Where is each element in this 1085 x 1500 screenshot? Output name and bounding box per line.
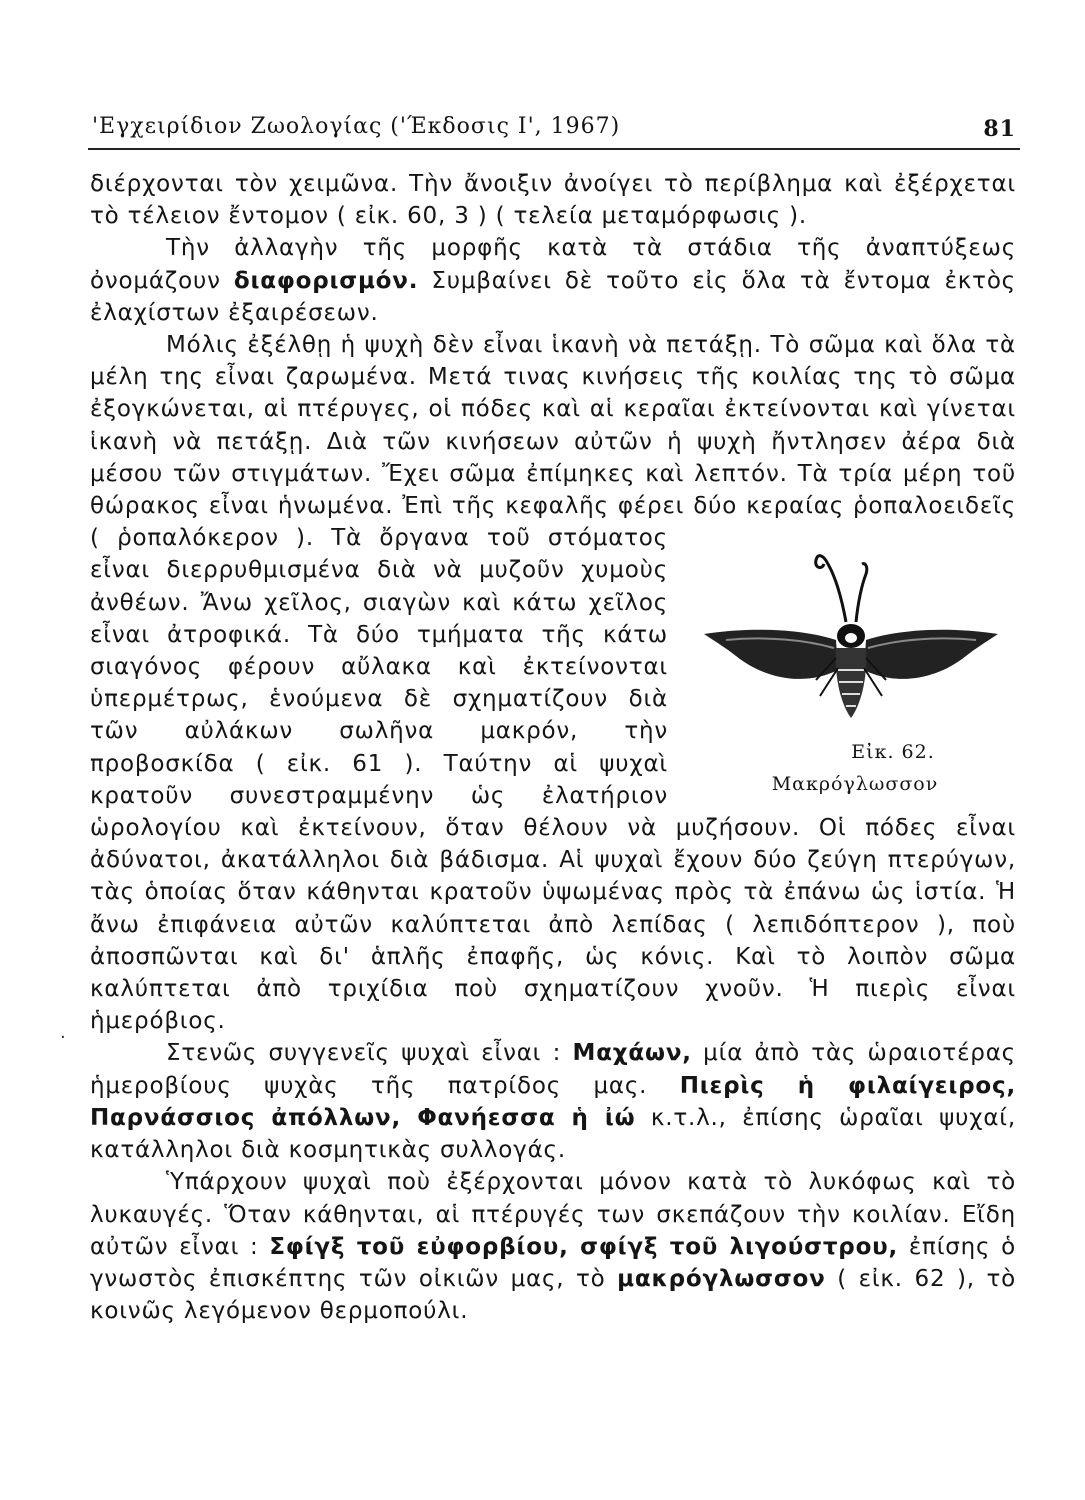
p5-text-a: Ὑπάρχουν ψυχαὶ ποὺ ἐξέρχονται μόνον κατὰ τὸ λυκόφως καὶ τὸ λυκαυγές. Ὅταν κάθηνται, αἱ πτέρυγές των σκεπάζουν τὴν κοιλίαν. Εἴδη αὐτῶν εἶναι : [90, 1169, 1016, 1260]
p5-text-d: ( εἰκ. 62 ), τὸ κοινῶς λεγόμενον θερμοπούλι. [90, 1265, 1016, 1325]
paragraph-2 [90, 232, 1016, 329]
p5-text-c: ἐπίσης ὁ γνωστὸς ἐπισκέπτης τῶν οἰκιῶν μας, τὸ [90, 1233, 1016, 1292]
term-makroglosson: μακρόγλωσσον [617, 1265, 826, 1292]
p3-text-b: τοῦ στόματος εἶναι διερρυθμισμένα διὰ νὰ μυζοῦν χυμοὺς ἀνθέων. Ἄνω χεῖλος, σιαγὼν καὶ κάτω χεῖλος εἶναι ἀτροφικά. Τὰ δύο τμήματα τῆς κάτω σιαγόνος φέρουν αὔλακα καὶ ἐκτείνονται ὑπερμέτρως, ἑνούμενα δὲ σχηματίζουν διὰ τῶν αὐλάκων σωλῆνα μακρόν, τὴν προβοσκίδα ( εἰκ. 61 ). Ταύτην αἱ ψυχαὶ κρατοῦν συνεστραμμένην ὡς ἐλατήριον ὡρολογίου καὶ ἐκτείνουν, ὅταν θέλουν νὰ μυζήσουν. Οἱ πόδες εἶναι ἀδύνατοι, ἀκατάλληλοι διὰ βάδισμα. Αἱ ψυχαὶ ἔχουν δύο ζεύγη πτερύγων, τὰς ὁποίας ὅταν κάθηνται κρατοῦν ὑψωμένας πρὸς τὰ ἐπάνω ὡς ἱστία. Ἡ ἄνω ἐπιφάνεια αὐτῶν καλύπτεται ἀπὸ λεπίδας ( λεπιδόπτερον ), ποὺ ἀποσπῶνται καὶ δι' ἁπλῆς ἐπαφῆς, ὡς κόνις. Καὶ τὸ λοιπὸν σῶμα καλύπτεται ἀπὸ τριχίδια ποὺ σχηματίζουν χνοῦν. Ἡ πιερὶς εἶναι ἡμερόβιος. [90, 525, 1016, 1035]
page-number: 81 [983, 116, 1016, 142]
term-diaphorismos: διαφορισμόν. [233, 267, 419, 294]
body-text [90, 168, 1016, 1327]
term-machaon: Μαχάων, [572, 1040, 692, 1067]
term-sphinx: Σφίγξ τοῦ εὐφορβίου, σφίγξ τοῦ λιγούστρου, [269, 1233, 899, 1260]
p2-text-b: Συμβαίνει δὲ τοῦτο εἰς ὅλα τὰ ἔντομα ἐκτὸς ἐλαχίστων ἐξαιρέσεων. [90, 267, 1016, 326]
p3-text-a: Μόλις ἐξέλθῃ ἡ ψυχὴ δὲν εἶναι ἱκανὴ νὰ πετάξῃ. Τὸ σῶμα καὶ ὅλα τὰ μέλη της εἶναι ζαρωμένα. Μετά τινας κινήσεις τῆς κοιλίας της τὸ σῶμα ἐξογκώνεται, αἱ πτέρυγες, οἱ πόδες καὶ αἱ κεραῖαι ἐκτείνονται καὶ γίνεται ἱκανὴ νὰ πετάξῃ. Διὰ τῶν κινήσεων αὐτῶν ἡ ψυχὴ ἤντλησεν ἀέρα διὰ μέσου τῶν στιγμάτων. Ἔχει σῶμα ἐπίμηκες καὶ λεπτόν. Τὰ τρία μέρη τοῦ θώρακος εἶναι ἡνωμένα. Ἐπὶ τῆς κεφαλῆς φέρει δύο κεραίας ῥοπαλοειδεῖς ( ῥοπαλόκερον ). Τὰ ὄργανα [90, 332, 1016, 552]
margin-mark: · [60, 1027, 66, 1048]
term-species-list: Πιερὶς ἡ φιλαίγειρος, Παρνάσσιος ἀπόλλων, Φανήεσσα ἡ ἰώ [90, 1072, 1016, 1131]
paragraph-1: διέρχονται τὸν χειμῶνα. Τὴν ἄνοιξιν ἀνοίγει τὸ περίβλημα καὶ ἐξέρχεται τὸ τέλειον ἔντομον ( εἰκ. 60, 3 ) ( τελεία μεταμόρφωσις ). [90, 171, 1016, 230]
paragraph-3 [90, 329, 1016, 1037]
header-rule [88, 148, 1020, 150]
p4-text-c: μία ἀπὸ τὰς ὡραιοτέρας ἡμεροβίους ψυχὰς τῆς πατρίδος μας. [90, 1040, 1016, 1099]
figure-caption: Εἰκ. 62. Μακρόγλωσσον [771, 741, 939, 796]
p4-text-d: κ.τ.λ., ἐπίσης ὡραῖαι ψυχαί, κατάλληλοι διὰ κοσμητικὰς συλλογάς. [90, 1104, 1016, 1164]
paragraph-5 [90, 1166, 1016, 1327]
moth-illustration-icon [696, 530, 1006, 730]
paragraph-4 [90, 1037, 1016, 1166]
running-header [92, 108, 1022, 148]
header-title: 'Εγχειρίδιον Ζωολογίας ('Έκδοσις Ι', 1967) [92, 114, 621, 139]
p4-text-a: Στενῶς συγγενεῖς ψυχαὶ εἶναι : [166, 1040, 562, 1067]
figure-62 [686, 522, 1016, 796]
p2-text-a: Τὴν ἀλλαγὴν τῆς μορφῆς κατὰ τὰ στάδια τῆς ἀναπτύξεως ὀνομάζουν [90, 235, 1016, 294]
